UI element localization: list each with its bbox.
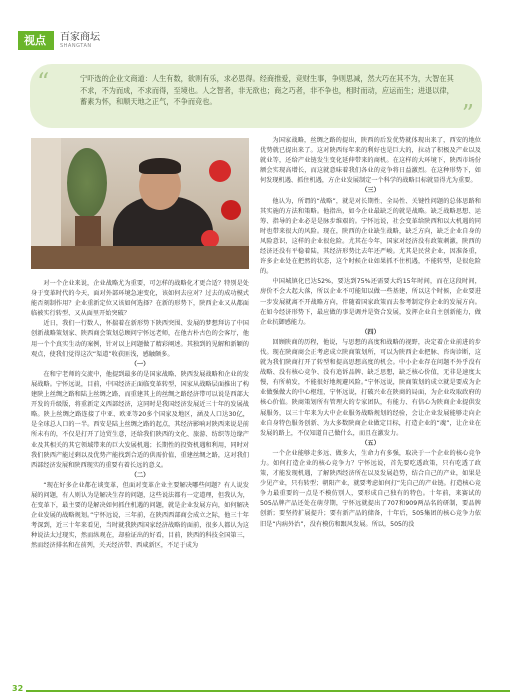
- paragraph: 他认为，所谓的“战略”，就是对长期性、全局性、关键性问题的总体思路和其实施的方法和策略。他指出，如今企业最缺乏的就是战略。缺乏战略思想、运筹、指导的企业必是是脉步维艰的。宁怀远说，社会变革给陕西和以大机遇的同时也带来很大的风险。现在，陕西的企业缺生战略，缺乏方向，缺乏企业自身的风险意识，这样的企业很危险。尤其在今年，国家对经济没有政策刺激，陕西的经济还没有平稳着陆，其经济形势比去年还严峻。尤其是民营企业，因准备重，许多企业处在把然的状态，这个时候企业如果抓不住机遇，不能转型，是很危险的。: [260, 197, 481, 276]
- paragraph: 一个企业能够走多远、做多大，生命力有多强，取决于一个企业的核心竞争力。如何打造企业的核心竞争力？宁怀远说，首先要吃透政策，只有吃透了政策，才能发现机遇，了解陕西经济所在以及发展趋势，结合自己的产业，如果是少见产业，只有转型；朝阳产业，就要考虑如何打“先自己的产业链。打造核心竞争力最重要的一点是不模仿别人，要形成自己独有的特色。十年前，来赛试的505品牌产品还处在萌芽期，宁怀远就提出了707和909两品名的研制，要品牌创新；要坚持扩展提升；要有新产品的储备，十年后，505集团的核心竞争力依旧是“内病外治”，没有模仿和跟风发展。所以，505的没: [260, 449, 481, 528]
- paragraph: 在和宁老师的交流中，他提到最多的是国家战略、陕西发展战略和企业的发展战略。宁怀远说，目前，中国经济正面临变革转型，国家从战略层面推出了构建陕上丝绸之路和陆上丝绸之路，而重建其上的丝绸之路经济带可以说是西部大开发的升级版，将重新定义西部经济，这同时是我国经济发展近三十年的发展战略。陕上丝绸之路连接了中亚、欧亚等20多个国家及地区，涵及人口达30亿，是全球总人口的一半。西安是陆上丝绸之路的起点，其经济影响对陕西来说是前所未有的，不仅是打开了边贸生意，还给我们陕西的文化、旅游、纺织等边缘产业及其相关的其它领域带来的巨大发展机遇；长期性的投资机遇和利用，同时对我们陕西产能过剩以及优势产能找到合适的供需价值，重建丝绸之路，这对我们西部经济发展和陕西现实的重要有着长远的意义。: [31, 370, 249, 469]
- photo-table: [31, 246, 249, 269]
- paragraph: 回顾陕商的历程，他说，与思想的高度和战略的视野，决定着企业前进的步伐。现在陕商商会正考虑成立陕商策划所，可以为陕西企业把脉、咨询诊断，这就为我们陕商打开了转型和提高思想高度的机会。中小企业存在问题不外乎没有战略、没有核心竞争、没有追诉品牌、缺乏思想，缺乏核心价值，无非是速度太慢，有所萌发，不能很好地规避风险。”宁怀远说，陕商策划的成立就是要成为企业做强做大的中心枢纽，宁怀远说，打破兴业在陕商的局面，为企业攻取政府的核心价值。陕商策划所有管理大的专家团队，有能力、有信心为陕商企业提供发展服务，以三十年来为大中企业服务战略规划的经验，会让企业发展能够走向企业自身特色服务创新、为大多数陕商企业做定目标，打造企业的“魂”，让企业在发展的路上，不仅知道自己做什么，而且在激发力。: [260, 338, 481, 437]
- photo-flower: [221, 200, 241, 220]
- photo-flower: [209, 160, 231, 182]
- column-title-en: SHANGTAN: [60, 42, 92, 49]
- subheading: （二）: [130, 471, 150, 479]
- article-column-right: [260, 136, 481, 530]
- subheading: （四）: [361, 328, 380, 336]
- section-badge: 视点: [18, 31, 54, 50]
- subheading: （一）: [130, 360, 150, 368]
- paragraph: 为国家战略，丝绸之路的提出，陕西的后发优势就体现出来了，西安的地位优势就已提出来了。这对陕西每年来的利好也是巨大的，拉动了积极及产业以及就业等，还给产业链发生变化延伸带来的商机。在这样的大环境下，陕西市场份额会实现高增长，而这就意味着我们各业的竞争将日益激烈。在这种形势下，如何发现机遇、抓住机遇，方企业发展制定一个科学的战略目标就显得尤为重要。: [260, 137, 481, 185]
- pull-quote-text: 宁吓选的企业文商道：人生有数，欲则有乐，求必思得。经商推爱，竞财生事，争则思减，然大巧在其不为，大智在其不求，不为而成，不求而得，至境也。人之智者，非无欲也；商之巧者，非不争也，相时而动，应运而生；进退以律，蓄素为怀，和顺天地之正气，不争而竞也。: [80, 74, 454, 106]
- paragraph: “现在好多企业都在谈变革，但面对变革企业主要解决哪些问题？有人说发展的问题，有人则认为是解决生存的问题，这些说法都有一定道理，但我认为，在变革下，最主要的是解决如何抓住机遇的问题，就是企业发展方向，如何解决企业发展的战略规划。”宁怀远说，三年前，在陕西西部商会成立之际，他三十年考深到，近三十年来看见，当时就我陕西国家经济战略的面前，很多人都认为这种说法太过现实，然而纵观在，却验证出的好看，目前，陕西的科技全国第三，然而经济排名和在前列，关天经济带、西咸新区，不足于成为: [31, 481, 249, 550]
- subheading: （三）: [361, 187, 380, 195]
- paragraph: 中国城镇化已达52%，要达到75%还需要大约15年时间，而在这段时间，房价不会大起大落，所以企业不可能知以做一些基建，所以这个时候，企业要进一步发展就离不开战略方向，伴随着国家政策而去参考制定你企业的发展方向。在如今经济形势下，最应做的事是调并是资合发展，发挥企业自主创新能力，做企业抗御感能力。: [260, 278, 481, 326]
- footer-rule: [26, 690, 510, 692]
- column-title: [60, 33, 100, 49]
- page-number: 32: [12, 684, 24, 693]
- photo-pot: [75, 216, 101, 246]
- interview-photo: [31, 138, 249, 269]
- quote-open-icon: “: [37, 68, 50, 96]
- article-column-left: [31, 279, 249, 552]
- photo-person-hair: [139, 158, 181, 174]
- paragraph: 对一个企业来说，企业战略尤为重要，可怎样的战略化才更合适？特别是处身于变革时代的今天，面对外部环境急速变化，该如何去应对？过去的成功模式能否刻制作用？企业重新定位又该如何选择？在新的形势下，陕西企业又从都面临被实行转型、又从面里开始突破？: [31, 280, 249, 318]
- pull-quote: [30, 64, 482, 128]
- column-title-cn: 百家商坛: [60, 31, 100, 43]
- paragraph: 近日，我们一行数人，怀揣着在新形势下陕西突围、发展的梦想拜访了中国创新战略策划家、陕西商会策划总顾问宁怀远老师，在他古朴古色的会客厅，他用一个个真实生动的案例，针对以上问题做了精彩阐述。其独到的见解和新颖的观点，使我们觉得这次“渠道”收获匪浅，感触颇多。: [31, 320, 249, 358]
- photo-plant: [67, 148, 107, 218]
- quote-close-icon: ”: [461, 100, 474, 128]
- subheading: （五）: [361, 439, 380, 447]
- section-header: [18, 31, 100, 50]
